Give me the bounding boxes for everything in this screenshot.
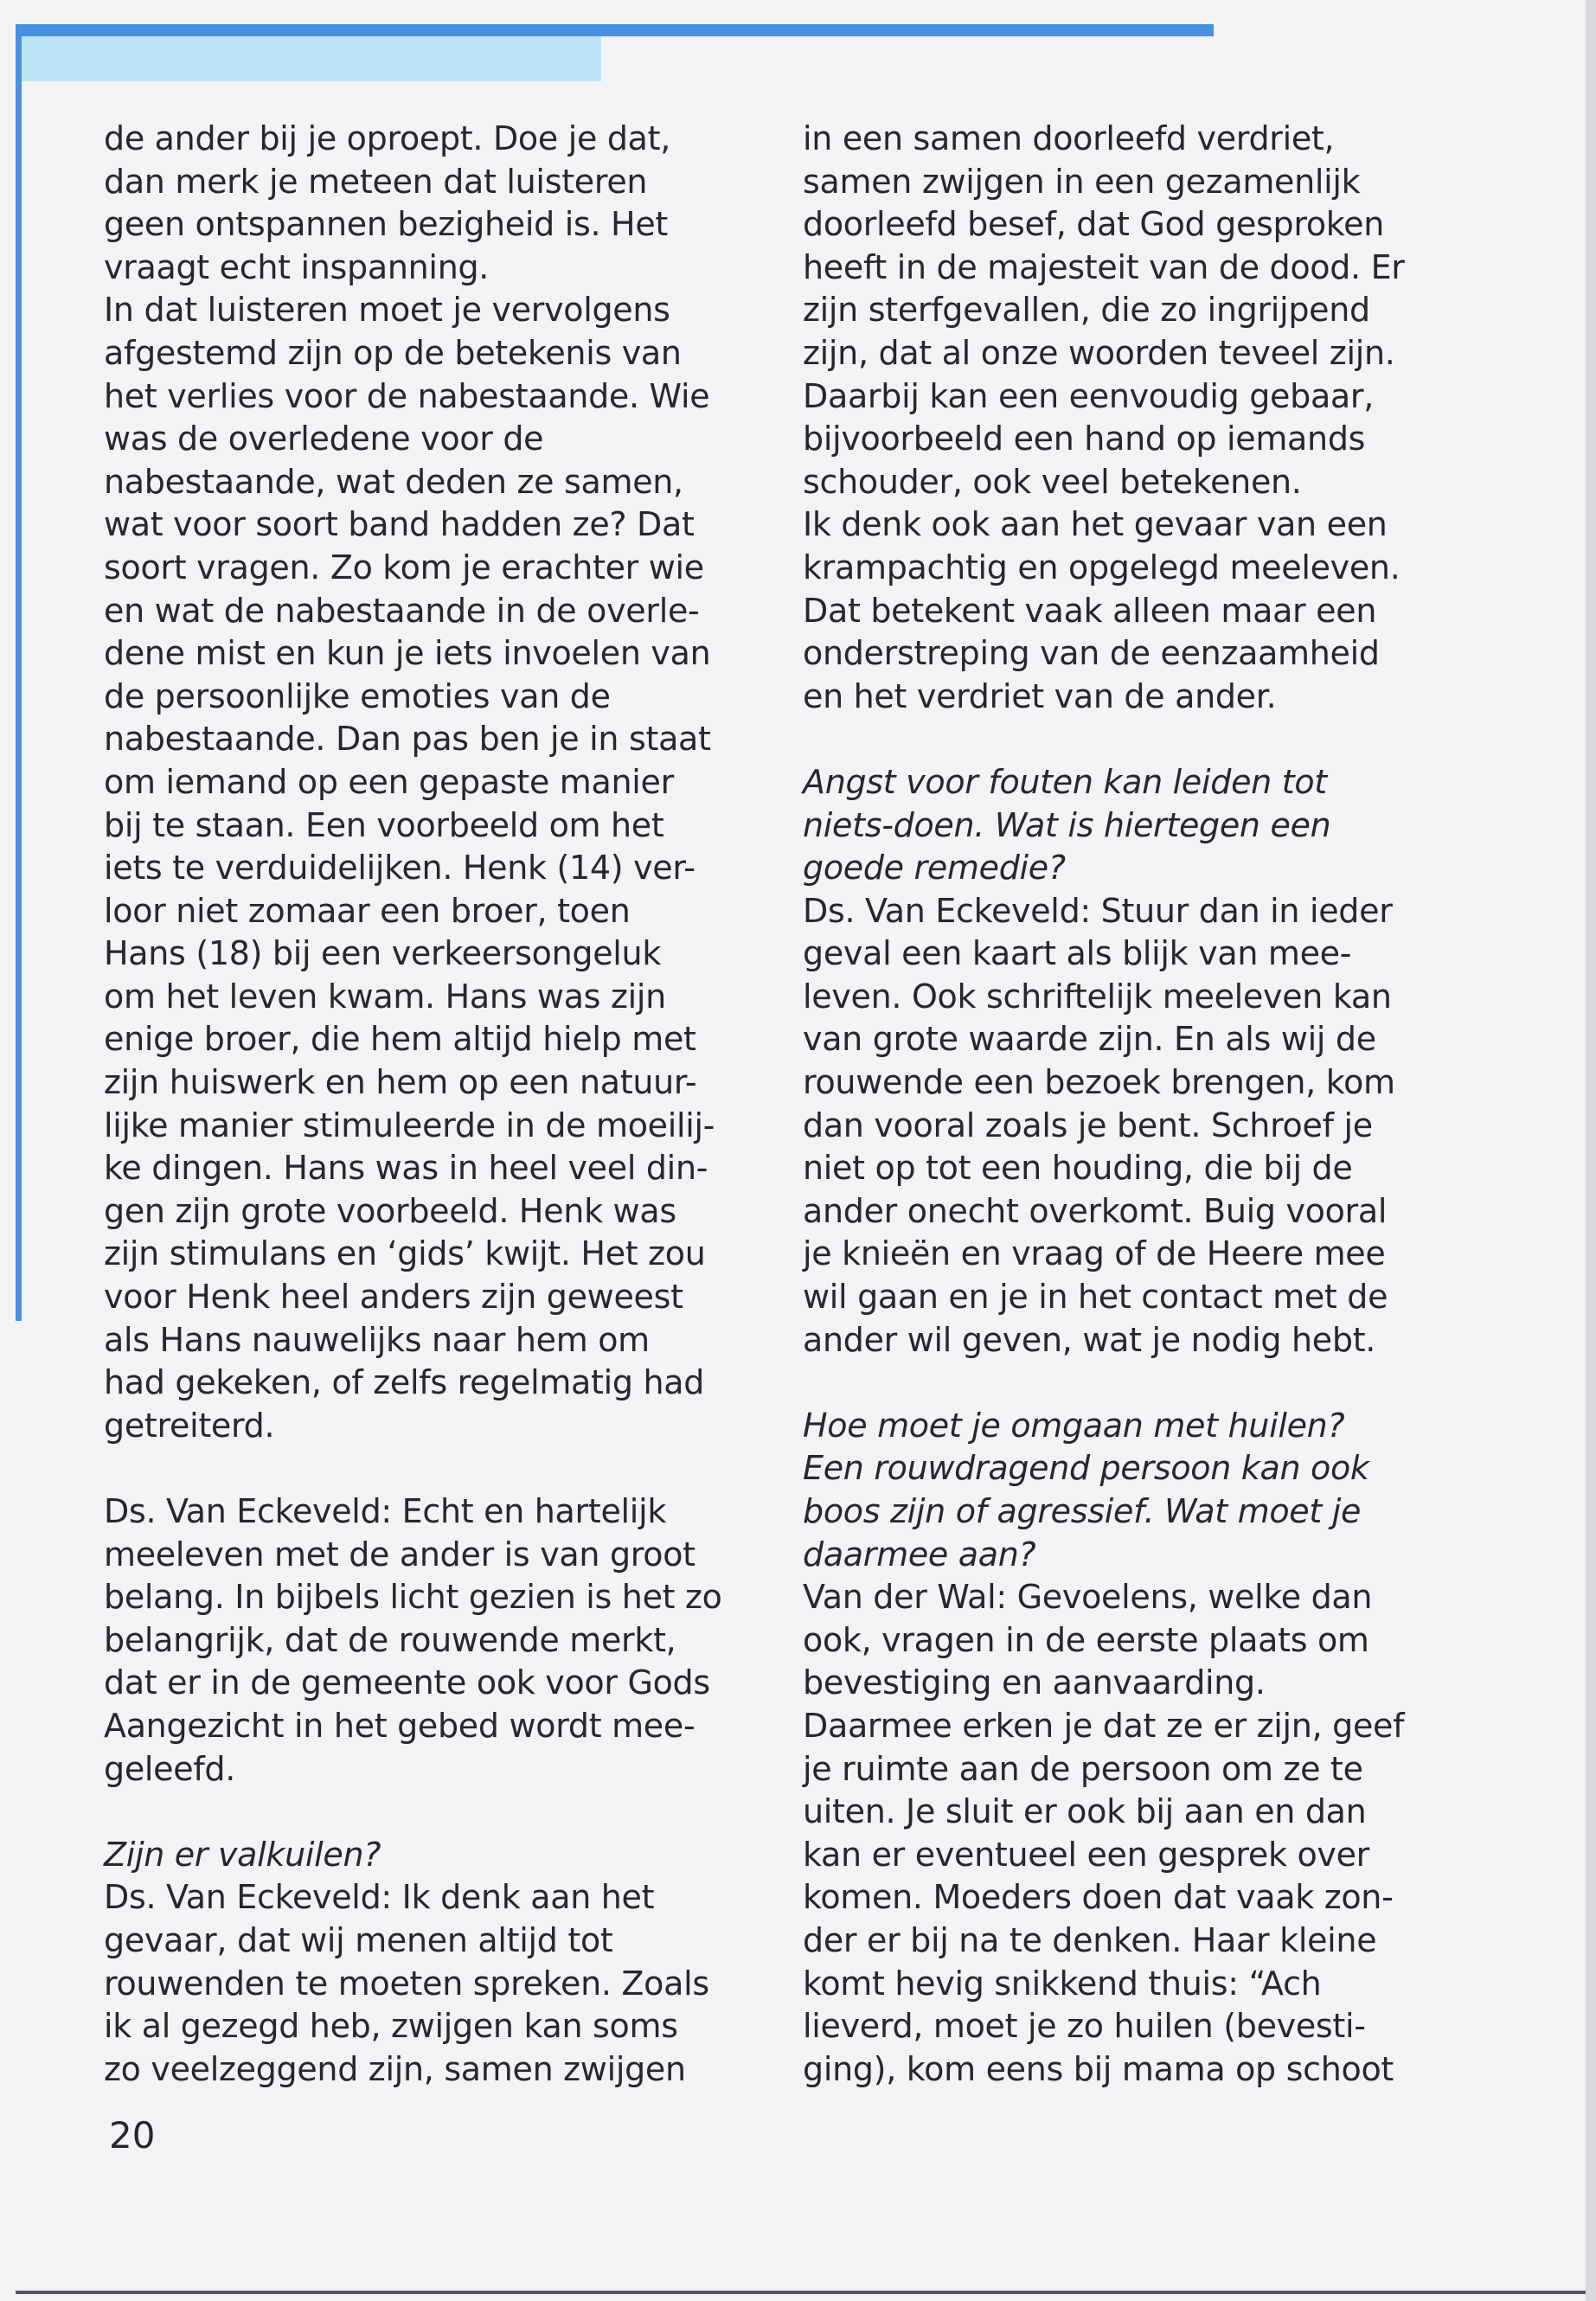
right-column	[803, 118, 1426, 2091]
right-question-2: Hoe moet je omgaan met huilen? Een rouwdragend persoon kan ook boos zijn of agressief. Wat moet je daarmee aan?	[803, 1406, 1369, 1574]
right-paragraph-3: Ds. Van Eckeveld: Stuur dan in ieder geval een kaart als blijk van mee- leven. Ook schriftelijk meeleven kan van grote waarde zijn. En als wij de rouwende een bezoek brengen, kom dan vooral zoals je bent. Schroef je niet op tot een houding, die bij de ander onecht overkomt. Buig vooral je knieën en vraag of de Heere mee wil gaan en je in het contact met de ander wil geven, wat je nodig hebt.	[803, 891, 1395, 1359]
top-accent-rule	[16, 24, 1214, 36]
left-paragraph-4: Ds. Van Eckeveld: Ik denk aan het gevaar, dat wij menen altijd tot rouwenden te moeten spreken. Zoals ik al gezegd heb, zwijgen kan soms zo veelzeggend zijn, samen zwijgen	[104, 1878, 709, 2088]
page-edge	[1586, 0, 1596, 2301]
page-number: 20	[109, 2114, 156, 2157]
left-accent-rule	[16, 36, 22, 1321]
left-column	[104, 118, 727, 2091]
left-paragraph-2: In dat luisteren moet je vervolgens afgestemd zijn op de betekenis van het verlies voor de nabestaande. Wie was de overledene voor de nabestaande, wat deden ze samen, wat voor soort band hadden ze? Dat soort vragen. Zo kom je erachter wie en wat de nabestaande in de overle- dene mist en kun je iets invoelen van de persoonlijke emoties van de nabestaande. Dan pas ben je in staat om iemand op een gepaste manier bij te staan. Een voorbeeld om het iets te verduidelijken. Henk (14) ver- loor niet zomaar een broer, toen Hans (18) bij een verkeersongeluk om het leven kwam. Hans was zijn enige broer, die hem altijd hielp met zijn huiswerk en hem op een natuur- lijke manier stimuleerde in de moeilij- ke dingen. Hans was in heel veel din- gen zijn grote voorbeeld. Henk was zijn stimulans en ‘gids’ kwijt. Het zou voor Henk heel anders zijn geweest als Hans nauwelijks naar hem om had gekeken, of zelfs regelmatig had getreiterd.	[104, 291, 715, 1445]
left-paragraph-3: Ds. Van Eckeveld: Echt en hartelijk meeleven met de ander is van groot belang. In bijbels licht gezien is het zo belangrijk, dat de rouwende merkt, dat er in de gemeente ook voor Gods Aangezicht in het gebed wordt mee- geleefd.	[104, 1492, 722, 1788]
right-paragraph-5: Daarmee erken je dat ze er zijn, geef je ruimte aan de persoon om ze te uiten. Je sluit er ook bij aan en dan kan er eventueel een gesprek over komen. Moeders doen dat vaak zon- der er bij na te denken. Haar kleine komt hevig snikkend thuis: “Ach lieverd, moet je zo huilen (bevesti- ging), kom eens bij mama op schoot	[803, 1706, 1405, 2088]
right-question-1: Angst voor fouten kan leiden tot niets-doen. Wat is hiertegen een goede remedie?	[803, 762, 1331, 888]
right-paragraph-4: Van der Wal: Gevoelens, welke dan ook, vragen in de eerste plaats om bevestiging en aanvaarding.	[803, 1578, 1373, 1702]
left-paragraph-1: de ander bij je oproept. Doe je dat, dan merk je meteen dat luisteren geen ontspannen bezigheid is. Het vraagt echt inspanning.	[104, 119, 671, 286]
right-paragraph-1: in een samen doorleefd verdriet, samen zwijgen in een gezamenlijk doorleefd besef, dat God gesproken heeft in de majesteit van de dood. Er zijn sterfgevallen, die zo ingrijpend zijn, dat al onze woorden teveel zijn. Daarbij kan een eenvoudig gebaar, bijvoorbeeld een hand op iemands schouder, ook veel betekenen.	[803, 119, 1405, 501]
left-question-1: Zijn er valkuilen?	[104, 1835, 381, 1874]
bottom-rule	[16, 2291, 1586, 2294]
accent-block	[16, 36, 601, 81]
right-paragraph-2: Ik denk ook aan het gevaar van een krampachtig en opgelegd meeleven. Dat betekent vaak alleen maar een onderstreping van de eenzaamheid en het verdriet van de ander.	[803, 505, 1401, 715]
